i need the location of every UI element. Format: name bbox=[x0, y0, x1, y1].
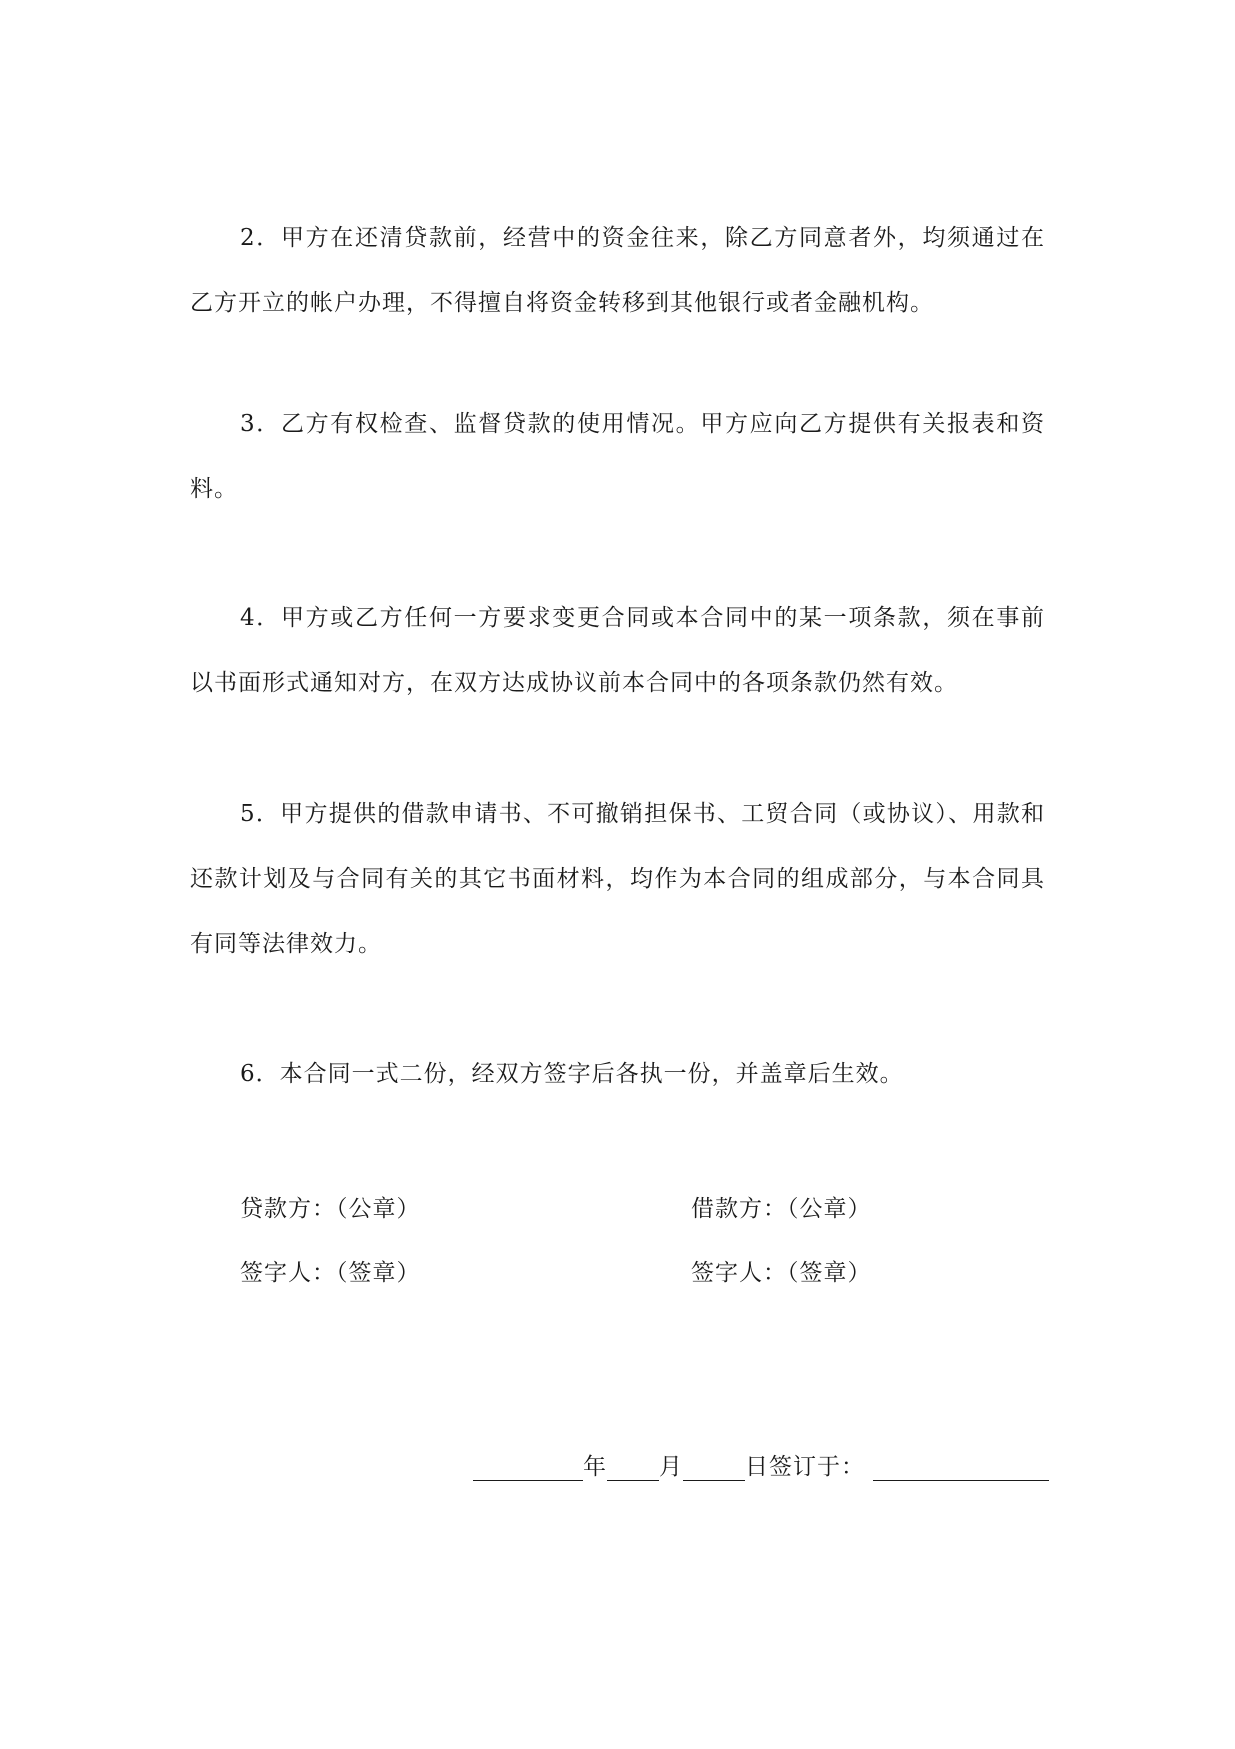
lender-signer-label: 签字人：（签章） bbox=[240, 1260, 421, 1286]
borrower-signer-label: 签字人：（签章） bbox=[691, 1260, 872, 1286]
clause-3: 3．乙方有权检查、监督贷款的使用情况。甲方应向乙方提供有关报表和资料。 bbox=[190, 411, 1045, 502]
clause-5: 5．甲方提供的借款申请书、不可撤销担保书、工贸合同（或协议）、用款和还款计划及与合同有关的其它书面材料，均作为本合同的组成部分，与本合同具有同等法律效力。 bbox=[190, 801, 1045, 957]
month-label: 月 bbox=[659, 1454, 683, 1480]
lender-seal-label: 贷款方：（公章） bbox=[240, 1196, 421, 1222]
signing-place-blank[interactable] bbox=[873, 1454, 1049, 1481]
clause-4: 4．甲方或乙方任何一方要求变更合同或本合同中的某一项条款，须在事前以书面形式通知对方，在双方达成协议前本合同中的各项条款仍然有效。 bbox=[190, 605, 1045, 696]
year-blank[interactable] bbox=[473, 1454, 583, 1481]
signing-date-line bbox=[473, 1448, 1049, 1481]
year-label: 年 bbox=[583, 1454, 607, 1480]
month-blank[interactable] bbox=[607, 1454, 659, 1481]
day-blank[interactable] bbox=[683, 1454, 745, 1481]
day-signed-at-label: 日签订于： bbox=[745, 1454, 865, 1480]
clause-2: 2．甲方在还清贷款前，经营中的资金往来，除乙方同意者外，均须通过在乙方开立的帐户办理，不得擅自将资金转移到其他银行或者金融机构。 bbox=[190, 225, 1045, 316]
clause-6: 6．本合同一式二份，经双方签字后各执一份，并盖章后生效。 bbox=[240, 1061, 904, 1087]
borrower-seal-label: 借款方：（公章） bbox=[691, 1196, 872, 1222]
